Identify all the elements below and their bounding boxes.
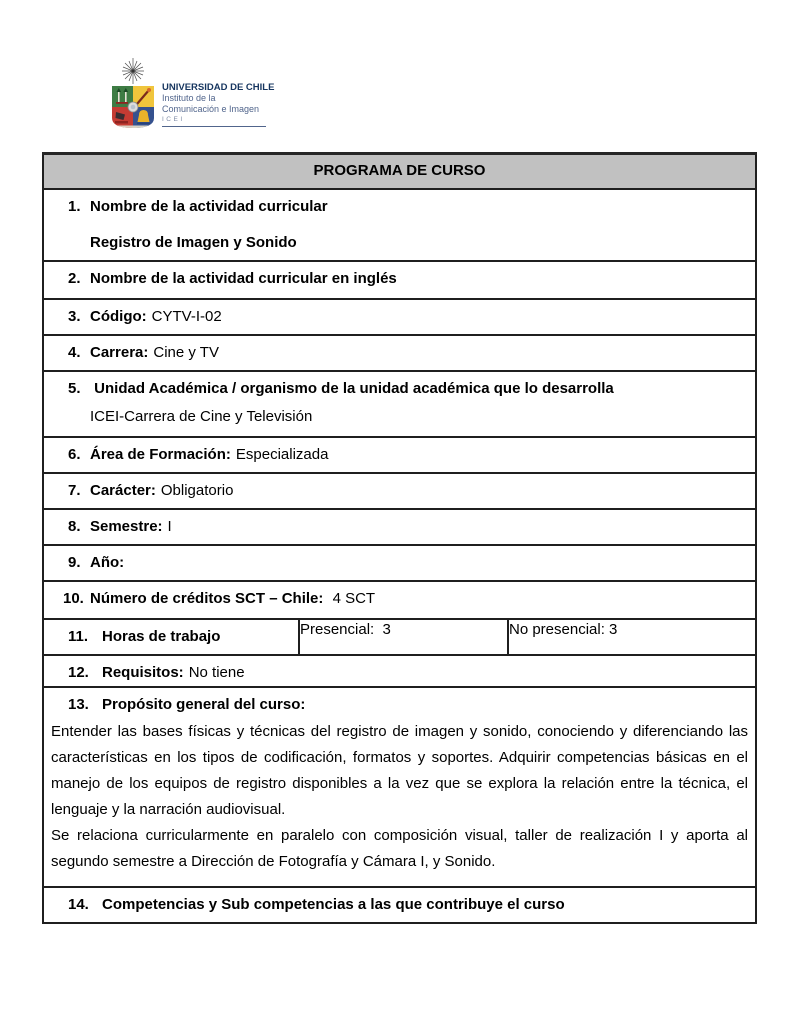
row-14-number: 14. [68, 896, 89, 913]
course-program-table [42, 152, 757, 924]
table-row-6-area-formacion [43, 437, 756, 473]
row-12-label: 12. Requisitos: No tiene [68, 664, 245, 681]
row-6-number: 6. [68, 446, 81, 463]
row-7-value: Obligatorio [160, 482, 234, 499]
table-row-13-proposito [43, 687, 756, 887]
table-row-4-carrera [43, 335, 756, 371]
table-row-11-horas [43, 619, 756, 655]
logo-university-name: UNIVERSIDAD DE CHILE [162, 82, 275, 93]
proposito-paragraph-1: Entender las bases físicas y técnicas del registro de imagen y sonido, conociendo y diferenciando las características en los tipos de codificación, formatos y soportes. Adquirir competencias básicas en el manejo de los equipos de registro disponibles a la vez que se explora la relación entre la técnica, el lenguaje y la narración audiovisual. [51, 723, 748, 818]
table-row-8-semestre [43, 509, 756, 545]
row-7-label: 7. Carácter: Obligatorio [68, 482, 234, 499]
row-1-value: Registro de Imagen y Sonido [90, 234, 297, 251]
table-row-3-codigo [43, 299, 756, 335]
row-4-label: 4. Carrera: Cine y TV [68, 344, 219, 361]
row-1-label: 1. Nombre de la actividad curricular [68, 198, 328, 215]
table-row-5-unidad-academica [43, 371, 756, 437]
row-7-number: 7. [68, 482, 81, 499]
row-11-presencial: Presencial: 3 [299, 619, 508, 655]
table-header-row [43, 154, 756, 190]
table-row-14-competencias [43, 887, 756, 923]
row-2-label: 2. Nombre de la actividad curricular en inglés [68, 270, 397, 287]
row-5-label: 5. Unidad Académica / organismo de la unidad académica que lo desarrolla [68, 380, 614, 397]
row-11-number: 11. [68, 628, 89, 645]
university-logo [110, 58, 275, 130]
row-11-no-presencial: No presencial: 3 [508, 619, 756, 655]
row-1-number: 1. [68, 198, 81, 215]
row-10-value: 4 SCT [328, 590, 376, 607]
row-5-value: ICEI-Carrera de Cine y Televisión [90, 408, 313, 425]
table-title: PROGRAMA DE CURSO [43, 154, 756, 190]
row-9-number: 9. [68, 554, 81, 571]
row-6-label: 6. Área de Formación: Especializada [68, 446, 329, 463]
proposito-paragraph-2: Se relaciona curricularmente en paralelo con composición visual, taller de realización I y aporta al segundo semestre a Dirección de Fotografía y Cámara I, y Sonido. [51, 827, 748, 870]
row-8-value: I [167, 518, 172, 535]
row-8-label: 8. Semestre: I [68, 518, 172, 535]
table-row-10-creditos [43, 581, 756, 619]
table-row-9-ano [43, 545, 756, 581]
row-4-number: 4. [68, 344, 81, 361]
row-10-label: 10. Número de créditos SCT – Chile: 4 SCT [63, 590, 376, 607]
row-11-label: 11. Horas de trabajo [68, 628, 221, 645]
row-14-label: 14. Competencias y Sub competencias a las que contribuye el curso [68, 896, 565, 913]
row-10-number: 10. [63, 590, 84, 607]
logo-institute-line1: Instituto de la [162, 93, 216, 103]
logo-institute-line2: Comunicación e Imagen [162, 104, 260, 114]
row-8-number: 8. [68, 518, 81, 535]
university-shield-icon [110, 58, 156, 130]
table-row-7-caracter [43, 473, 756, 509]
row-3-number: 3. [68, 308, 81, 325]
table-row-12-requisitos [43, 655, 756, 687]
row-4-value: Cine y TV [153, 344, 219, 361]
row-12-number: 12. [68, 664, 89, 681]
row-12-value: No tiene [188, 664, 245, 681]
table-row-2-nombre-ingles [43, 261, 756, 299]
table-row-1-nombre [43, 189, 756, 261]
logo-text-block [162, 58, 275, 127]
row-13-paragraphs [44, 715, 755, 875]
row-9-label: 9. Año: [68, 554, 125, 571]
row-3-value: CYTV-I-02 [151, 308, 222, 325]
row-13-number: 13. [68, 696, 89, 713]
row-3-label: 3. Código: CYTV-I-02 [68, 308, 222, 325]
row-6-value: Especializada [235, 446, 329, 463]
logo-acronym: ICEI [162, 115, 266, 127]
row-13-label: 13. Propósito general del curso: [68, 696, 306, 713]
row-2-number: 2. [68, 270, 81, 287]
row-5-number: 5. [68, 380, 81, 397]
